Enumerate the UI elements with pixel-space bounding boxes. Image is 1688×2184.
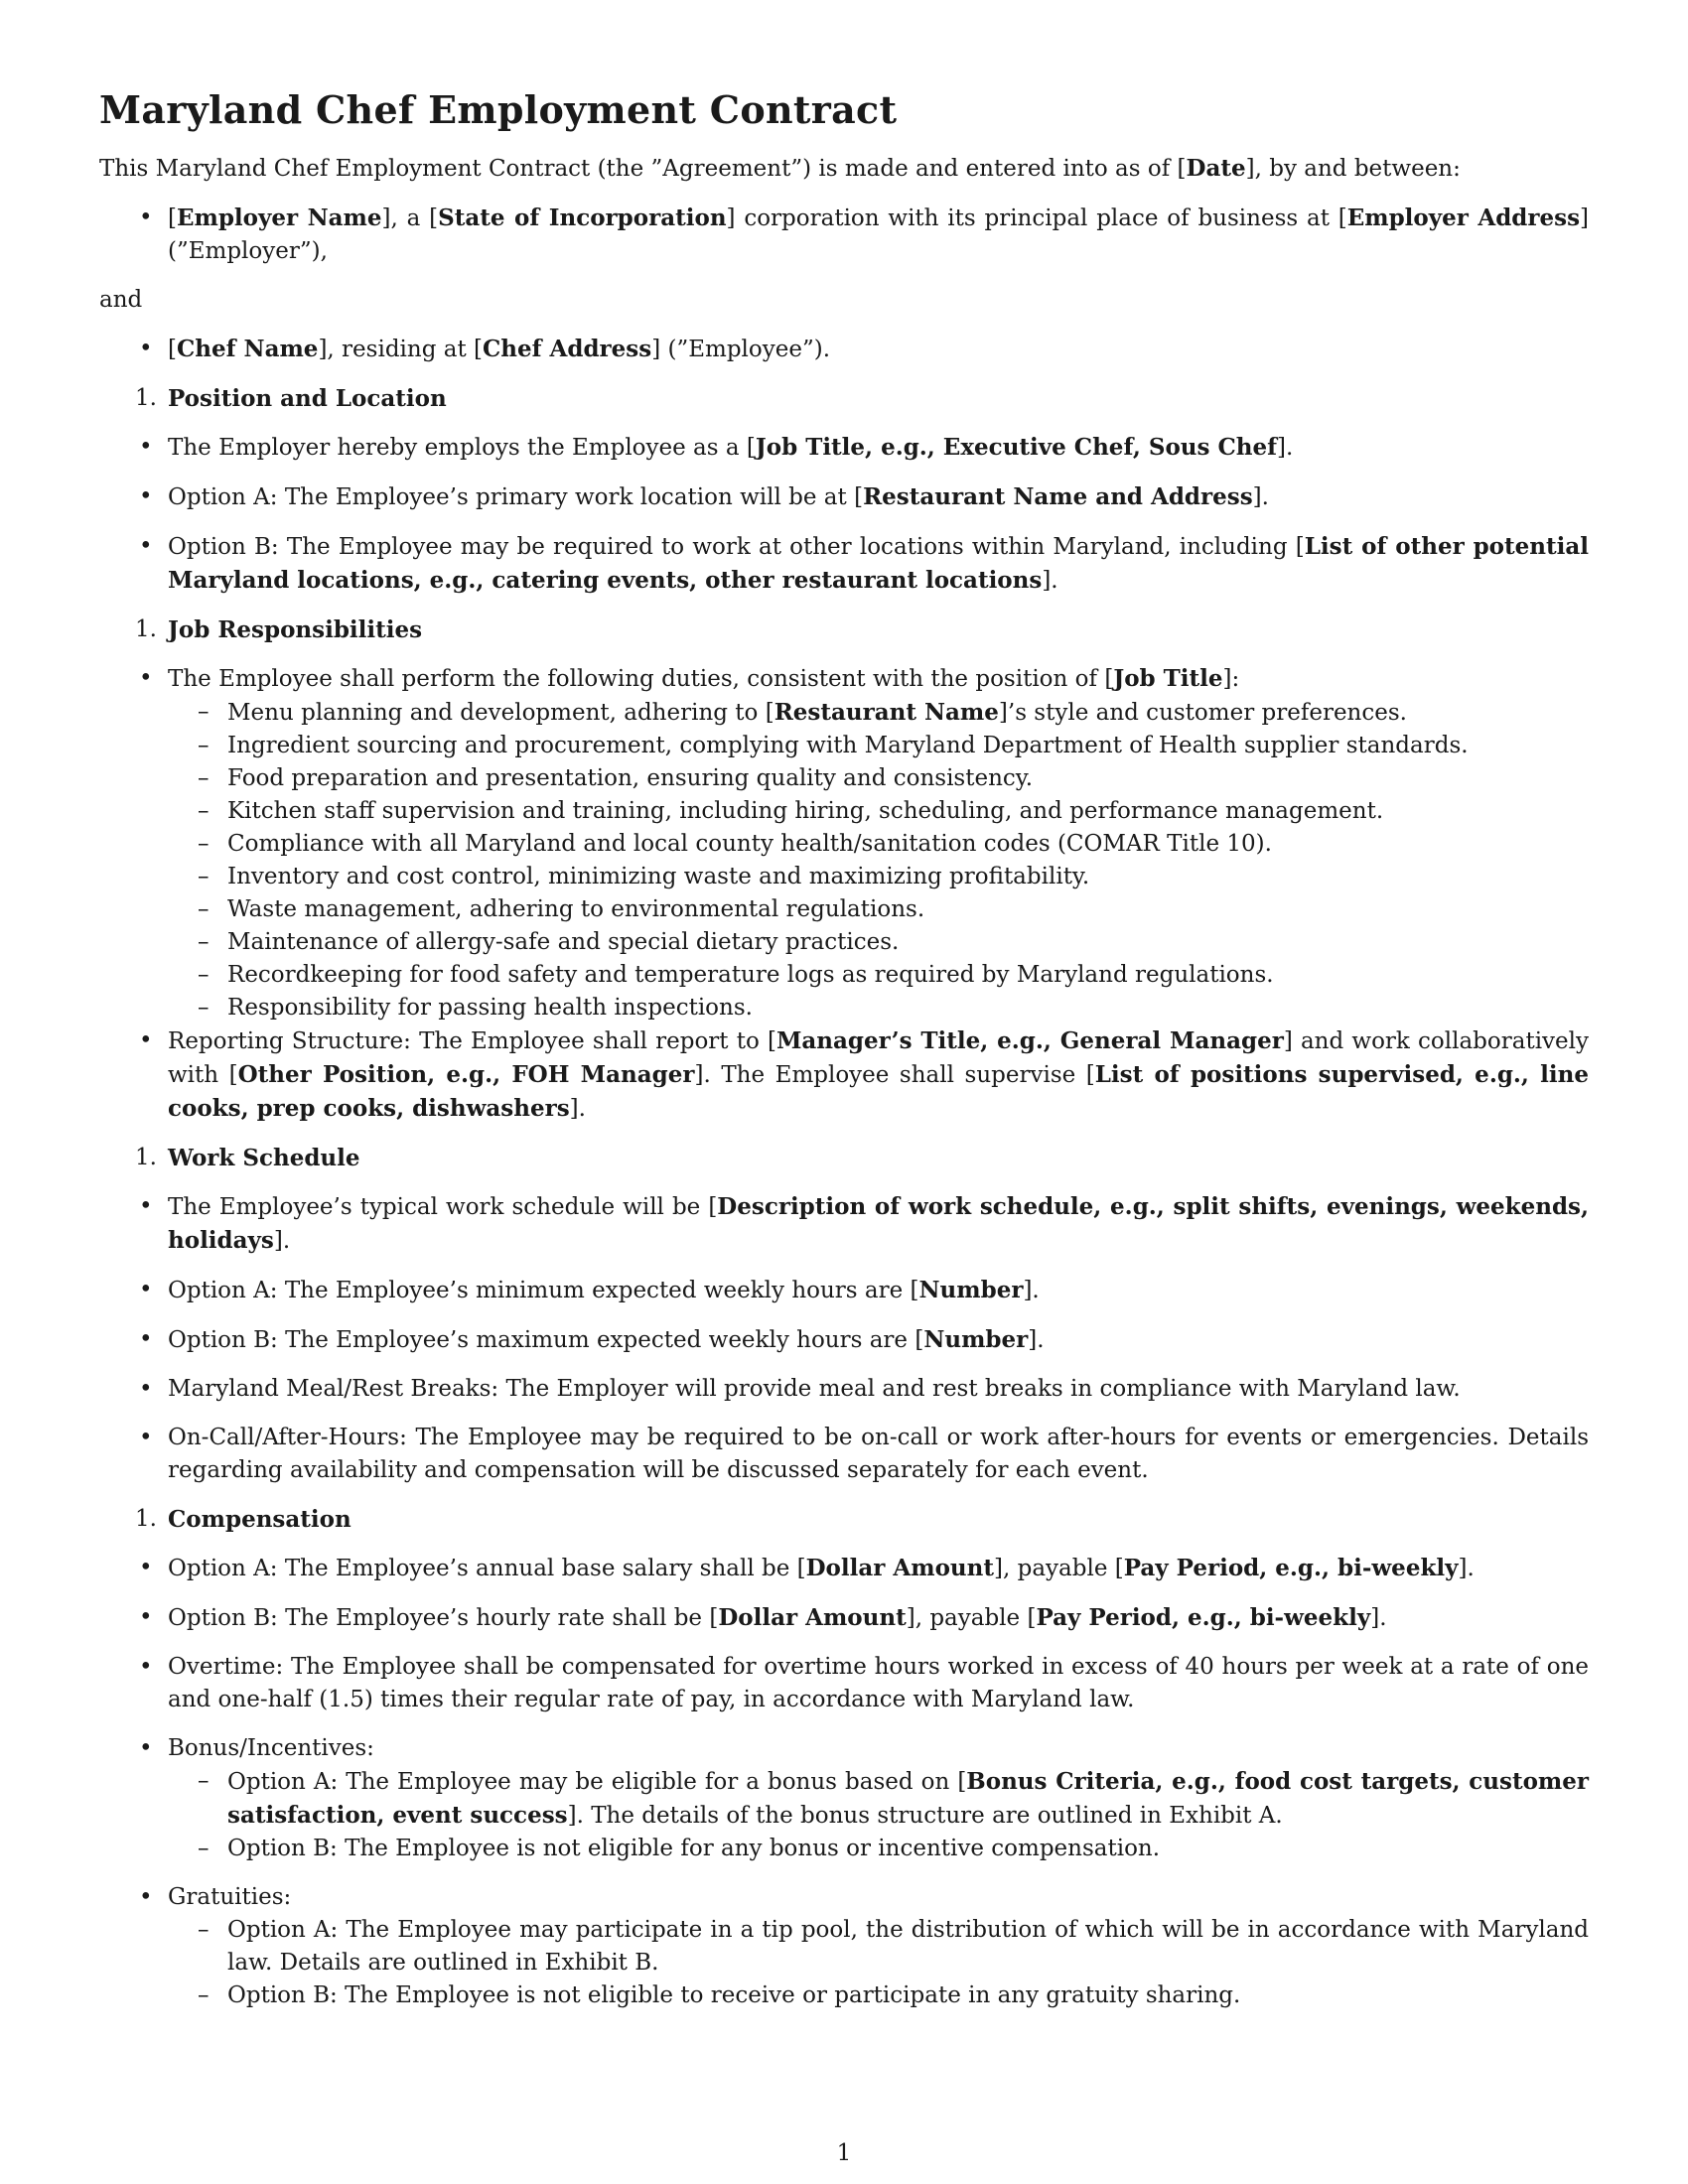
page-number: 1 bbox=[836, 2140, 852, 2166]
list-item: • Overtime: The Employee shall be compensated for overtime hours worked in excess of 40 hours per week at a rate of one and one-half (1.5) times their regular rate of pay, in accordance with Maryland law. bbox=[99, 1651, 1589, 1716]
list-item: • The Employee shall perform the following duties, consistent with the position of [Job Title]: – Menu planning and development, adhering to [Restaurant Name]’s style and customer preferences. – Ingredient sourcing and procurement, complying with Maryland Department of Health supplier standards. – Food preparation and presentation, ensuring quality and consistency. – Kitchen staff supervision and training, including hiring, scheduling, and performance management. – Compliance with all Maryland and local county health/sanitation codes (COMAR Title 10). – Inventory and cost control, minimizing waste and maximizing profitability. – Waste management, adhering to environmental regulations. – Maintenance of allergy-safe and special dietary practices. – Recordkeeping for food safety and temperature logs as required by Maryland regulations. – Responsibility for passing health inspections. bbox=[99, 662, 1589, 1024]
position-list bbox=[99, 431, 1589, 598]
gratuities-option-a: – Option A: The Employee may participate in a tip pool, the distribution of which will be in accordance with Maryland law. Details are outlined in Exhibit B. bbox=[168, 1914, 1589, 1979]
and-text: and bbox=[99, 287, 143, 313]
document-title: Maryland Chef Employment Contract bbox=[99, 87, 898, 132]
responsibilities-list bbox=[99, 662, 1589, 1126]
party-employer: • [Employer Name], a [State of Incorporation] corporation with its principal place of business at [Employer Address] (”Employer”), bbox=[99, 202, 1589, 268]
list-item: • Reporting Structure: The Employee shall report to [Manager’s Title, e.g., General Manager] and work collaboratively with [Other Position, e.g., FOH Manager]. The Employee shall supervise [List of positions supervised, e.g., line cooks, prep cooks, dishwashers]. bbox=[99, 1024, 1589, 1126]
duty-item: – Inventory and cost control, minimizing waste and maximizing profitability. bbox=[168, 861, 1589, 893]
list-item: • Option B: The Employee may be required to work at other locations within Maryland, including [List of other potential Maryland locations, e.g., catering events, other restaurant locations]. bbox=[99, 530, 1589, 598]
list-item: • Bonus/Incentives: – Option A: The Employee may be eligible for a bonus based on [Bonus Criteria, e.g., food cost targets, customer satisfaction, event success]. The details of the bonus structure are outlined in Exhibit A. – Option B: The Employee is not eligible for any bonus or incentive compensation. bbox=[99, 1732, 1589, 1865]
duty-item: – Waste management, adhering to environmental regulations. bbox=[168, 893, 1589, 926]
section-heading-responsibilities: 1. Job Responsibilities bbox=[135, 616, 423, 643]
duty-item: – Responsibility for passing health inspections. bbox=[168, 992, 1589, 1024]
duties-list bbox=[168, 696, 1589, 1024]
list-item: • On-Call/After-Hours: The Employee may be required to be on-call or work after-hours for events or emergencies. Details regarding availability and compensation will be discussed separately for each event. bbox=[99, 1422, 1589, 1487]
bonus-options-list bbox=[168, 1765, 1589, 1865]
section-heading-compensation: 1. Compensation bbox=[135, 1506, 352, 1533]
section-heading-schedule: 1. Work Schedule bbox=[135, 1145, 360, 1171]
duty-item: – Food preparation and presentation, ensuring quality and consistency. bbox=[168, 762, 1589, 795]
section-heading-position: 1. Position and Location bbox=[135, 385, 447, 412]
compensation-list bbox=[99, 1552, 1589, 2012]
list-item: • Gratuities: – Option A: The Employee may participate in a tip pool, the distribution of which will be in accordance with Maryland law. Details are outlined in Exhibit B. – Option B: The Employee is not eligible to receive or participate in any gratuity sharing. bbox=[99, 1881, 1589, 2012]
list-item: • Option A: The Employee’s annual base salary shall be [Dollar Amount], payable [Pay Period, e.g., bi-weekly]. bbox=[99, 1552, 1589, 1585]
duty-item: – Kitchen staff supervision and training, including hiring, scheduling, and performance management. bbox=[168, 795, 1589, 828]
duty-item: – Ingredient sourcing and procurement, complying with Maryland Department of Health supplier standards. bbox=[168, 730, 1589, 762]
intro-paragraph: This Maryland Chef Employment Contract (the ”Agreement”) is made and entered into as of [Date], by and between: bbox=[99, 155, 1461, 182]
duty-item: – Compliance with all Maryland and local county health/sanitation codes (COMAR Title 10). bbox=[168, 828, 1589, 861]
schedule-list bbox=[99, 1190, 1589, 1487]
list-item: • The Employee’s typical work schedule will be [Description of work schedule, e.g., split shifts, evenings, weekends, holidays]. bbox=[99, 1190, 1589, 1258]
bonus-option-a: – Option A: The Employee may be eligible for a bonus based on [Bonus Criteria, e.g., food cost targets, customer satisfaction, event success]. The details of the bonus structure are outlined in Exhibit A. bbox=[168, 1765, 1589, 1833]
list-item: • Maryland Meal/Rest Breaks: The Employer will provide meal and rest breaks in compliance with Maryland law. bbox=[99, 1373, 1589, 1406]
party-employee: • [Chef Name], residing at [Chef Address] (”Employee”). bbox=[99, 333, 1589, 366]
duty-item: – Maintenance of allergy-safe and special dietary practices. bbox=[168, 926, 1589, 959]
list-item: • The Employer hereby employs the Employee as a [Job Title, e.g., Executive Chef, Sous Chef]. bbox=[99, 431, 1589, 465]
party-employee-list bbox=[99, 333, 1589, 366]
document-page bbox=[99, 87, 1589, 2028]
party-employer-list bbox=[99, 202, 1589, 268]
duty-item: – Menu planning and development, adhering to [Restaurant Name]’s style and customer preferences. bbox=[168, 696, 1589, 730]
list-item: • Option A: The Employee’s minimum expected weekly hours are [Number]. bbox=[99, 1274, 1589, 1307]
gratuities-options-list bbox=[168, 1914, 1589, 2012]
list-item: • Option B: The Employee’s hourly rate shall be [Dollar Amount], payable [Pay Period, e.g., bi-weekly]. bbox=[99, 1601, 1589, 1635]
list-item: • Option B: The Employee’s maximum expected weekly hours are [Number]. bbox=[99, 1323, 1589, 1357]
list-item: • Option A: The Employee’s primary work location will be at [Restaurant Name and Address]. bbox=[99, 480, 1589, 514]
gratuities-option-b: – Option B: The Employee is not eligible to receive or participate in any gratuity sharing. bbox=[168, 1979, 1589, 2012]
bonus-option-b: – Option B: The Employee is not eligible for any bonus or incentive compensation. bbox=[168, 1833, 1589, 1865]
duty-item: – Recordkeeping for food safety and temperature logs as required by Maryland regulations. bbox=[168, 959, 1589, 992]
